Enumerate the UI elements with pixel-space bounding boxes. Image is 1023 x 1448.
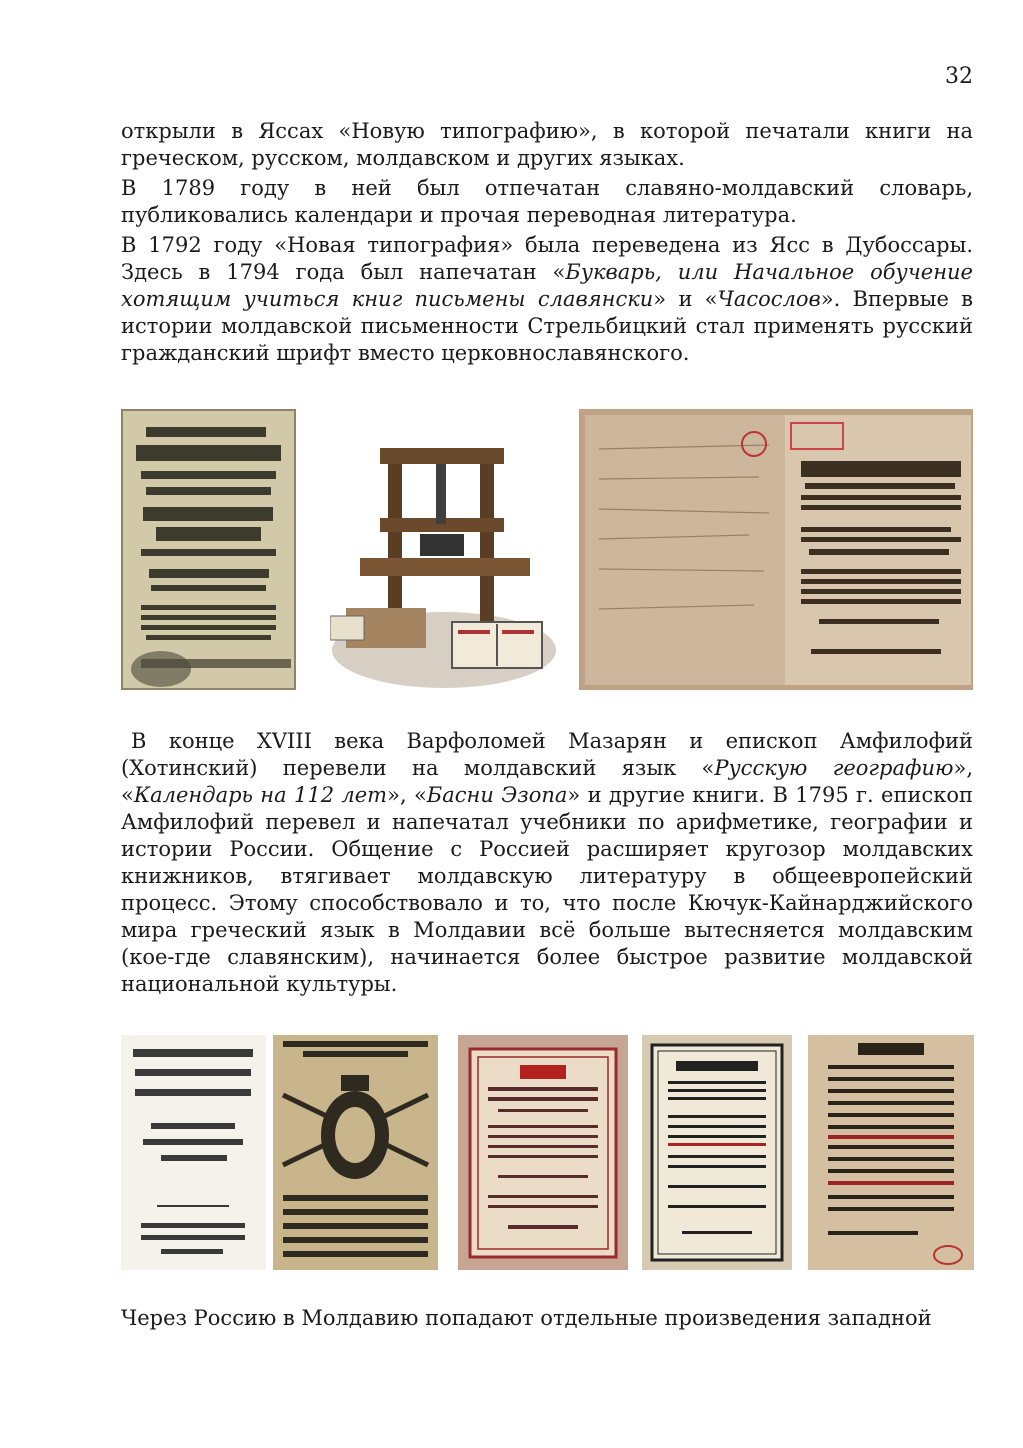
text-run: » и «: [653, 287, 718, 311]
text-block-top: [121, 118, 973, 370]
uchitel-title-page-image: [808, 1035, 974, 1270]
italic-title: Басни Эзопа: [426, 783, 568, 807]
paragraph-4: [121, 728, 973, 998]
printing-press-image: [330, 430, 558, 690]
new-testament-title-image: [121, 1035, 266, 1270]
paragraph-1: [121, 118, 973, 172]
text-run: В 1789 году в ней был отпечатан славяно-молдавский словарь, публиковались календари и прочая переводная литература.: [121, 176, 973, 227]
text-block-bottom: [121, 1305, 973, 1335]
coat-of-arms-page-image: [273, 1035, 438, 1270]
paragraph-5: Через Россию в Молдавию попадают отдельные произведения западной: [121, 1306, 932, 1330]
bible-title-page-image: [458, 1035, 628, 1270]
text-run: В 1792 году «Новая типография» была переведена из Ясс в Дубоссары. Здесь в 1794 года был напечатан «: [121, 233, 973, 284]
text-run: » и другие книги. В 1795 г. епископ Амфилофий перевел и напечатал учебники по арифметике, географии и истории России. Общение с Россией расширяет кругозор молдавских книжников, втягивает молдавскую литературу в общеевропейский процесс. Этому способствовало и то, что после Кючук-Кайнарджийского мира греческий язык в Молдавии всё больше вытесняется молдавским (кое-где славянским), начинается более быстрое развитие молдавской национальной культуры.: [121, 783, 973, 996]
book-title-page-razgovory-image: [121, 409, 296, 690]
page-number: 32: [945, 64, 973, 89]
manuscript-geography-image: [579, 409, 973, 690]
akathist-title-page-image: [642, 1035, 792, 1270]
italic-title: Букварь, или Начальное обучение хотящим учиться книг письмены славянски: [121, 260, 973, 311]
text-run: открыли в Яссах «Новую типографию», в которой печатали книги на греческом, русском, молдавском и других языках.: [121, 119, 973, 170]
italic-title: Часослов: [717, 287, 821, 311]
italic-title: Русскую географию: [714, 756, 954, 780]
text-run: ». Впервые в истории молдавской письменности Стрельбицкий стал применять русский гражданский шрифт вместо церковнославянского.: [121, 287, 974, 365]
text-run: В конце XVIII века Варфоломей Мазарян и епископ Амфилофий (Хотинский) перевели на молдавский язык «: [121, 729, 973, 780]
text-run: », «: [387, 783, 427, 807]
paragraph-2: [121, 175, 973, 229]
text-block-middle: [121, 728, 973, 1001]
italic-title: Календарь на 112 лет: [133, 783, 388, 807]
paragraph-3: [121, 232, 973, 367]
text-run: », «: [121, 756, 973, 807]
